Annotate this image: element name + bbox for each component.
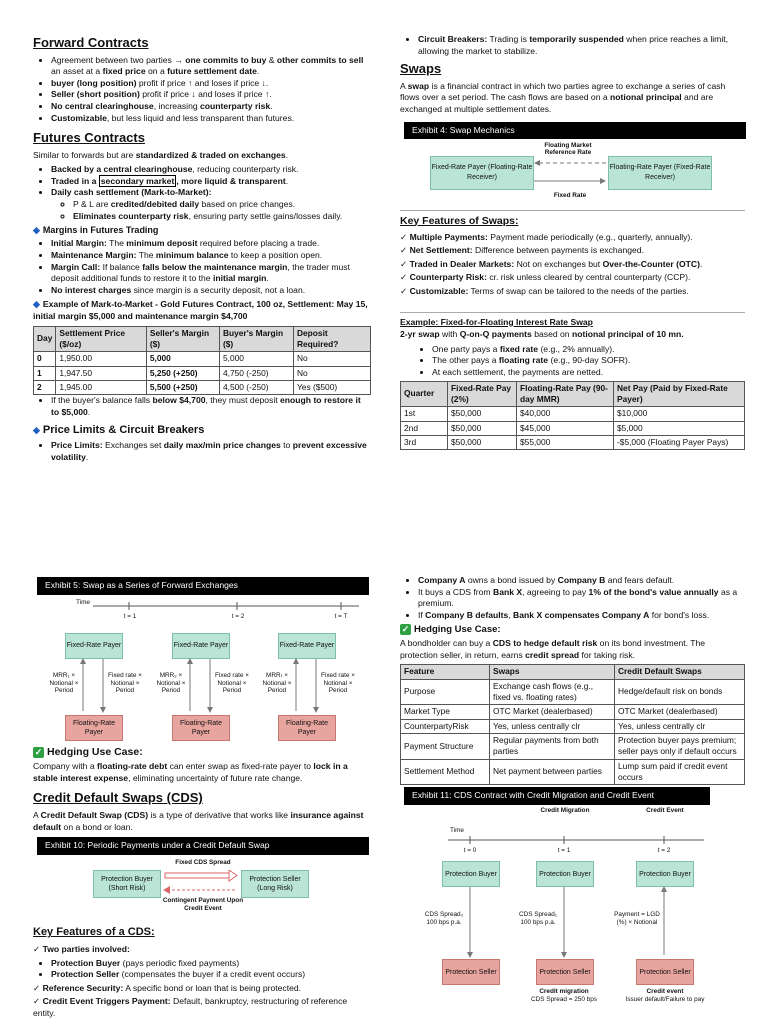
table-row: 1st $50,000 $40,000 $10,000	[401, 407, 745, 421]
table-row: 3rd $50,000 $55,000 -$5,000 (Floating Payer Pays)	[401, 436, 745, 450]
mtm-example-title: ◆ Example of Mark-to-Market - Gold Futures Contract, 100 oz, Settlement: May 15, initial margin $5,000 and maintenance margin $4,700	[33, 299, 368, 321]
hedge2-title: ✓ Hedging Use Case:	[401, 624, 501, 636]
table-header: Swaps	[490, 665, 615, 679]
swap-example-intro: 2-yr swap with Q-on-Q payments based on notional principal of 10 mn.	[400, 329, 684, 340]
exhibit5: Exhibit 5: Swap as a Series of Forward Exchanges Time t = 1 t = 2 t = T Fixed-Rate Payer Fixed-Rate Payer Fixed-Rate Payer MRR₁ × Notional × Period Fixed rate × Notional × Period MRR₂ × Notional × Period Fixed rate × Notional × Period MRRₜ × Notional × Period Fixed rate × Notional × Period Floating-Rate Payer Floating-Rate Payer Floating-Rate Payer	[33, 577, 371, 739]
margin-item: • Initial Margin: The minimum deposit required before placing a trade.	[51, 238, 371, 250]
futures-item: • Daily cash settlement (Mark-to-Market): ◦ P & L are credited/debited daily based on price changes. ◦ Eliminates counterparty risk, ensuring party settle gains/losses daily.	[51, 187, 371, 222]
exhibit5-timeline	[91, 601, 361, 613]
cds-intro: A Credit Default Swap (CDS) is a type of derivative that works like insurance against default on a bond or loan.	[33, 809, 364, 832]
forward-item: • No central clearinghouse, increasing counterparty risk.	[51, 101, 371, 113]
futures-item: • Backed by a central clearinghouse, reducing counterparty risk.	[51, 164, 371, 176]
futures-subitem: ◦ P & L are credited/debited daily based on price changes.	[73, 199, 371, 211]
cds-example-list: • Company A owns a bond issued by Company B and fears default. • It buys a CDS from Bank X, agreeing to pay 1% of the bond's value annually as a premium. • If Company B defaults, Bank X compensates Company A for bond's loss.	[400, 575, 745, 621]
table-header: Credit Default Swaps	[615, 665, 745, 679]
exhibit4: Exhibit 4: Swap Mechanics Floating Market Reference Rate Fixed-Rate Payer (Floating-Rate Receiver) Floating-Rate Payer (Fixed-Rate Receiver) Fixed Rate	[400, 122, 745, 206]
mtm-note: • If the buyer's balance falls below $4,700, they must deposit enough to restore it to $5,000.	[33, 395, 371, 418]
forward-list	[33, 55, 371, 125]
futures-item: • Traded in a secondary market , more liquid & transparent.	[51, 176, 371, 188]
hedge1-title: ✓ Hedging Use Case:	[34, 746, 143, 758]
table-row: Settlement Method Net payment between parties Lump sum paid if credit event occurs	[401, 759, 745, 785]
cds-right-section	[400, 575, 745, 1007]
table-header: Floating-Rate Pay (90-day MMR)	[517, 381, 614, 407]
futures-title: Futures Contracts	[33, 130, 145, 146]
forward-item: • Seller (short position) profit if price ↓ and loses if price ↑.	[51, 89, 371, 101]
futures-intro: Similar to forwards but are standardized & traded on exchanges.	[33, 149, 289, 160]
table-row: 0 1,950.00 5,000 5,000 No	[34, 352, 371, 366]
compare-table	[400, 664, 745, 785]
table-row: Purpose Exchange cash flows (e.g., fixed vs. floating rates) Hedge/default risk on bonds	[401, 679, 745, 705]
margins-list	[33, 238, 371, 296]
limit-item: • Circuit Breakers: Trading is temporarily suspended when price reaches a limit, allowing the market to stabilize.	[418, 34, 745, 57]
futures-list	[33, 164, 371, 222]
swap-example	[400, 312, 745, 451]
table-header: Quarter	[401, 381, 448, 407]
forward-section	[33, 34, 371, 465]
cds-features-title: Key Features of a CDS:	[33, 926, 155, 939]
cds-title: Credit Default Swaps (CDS)	[33, 790, 203, 806]
swap-example-title: Example: Fixed-for-Floating Interest Rate Swap	[400, 316, 593, 327]
diamond-icon: ◆	[33, 425, 40, 436]
table-row: Market Type OTC Market (dealerbased) OTC Market (dealerbased)	[401, 705, 745, 719]
swaps-intro: A swap is a financial contract in which two parties agree to exchange a series of cash flows over a set period. The cash flows are based on a notional principal and are exchanged at multiple settlement dates.	[400, 80, 726, 114]
margin-item: • No interest charges since margin is a security deposit, not a loan.	[51, 285, 371, 297]
table-row: 2nd $50,000 $45,000 $5,000	[401, 421, 745, 435]
margin-item: • Margin Call: If balance falls below the maintenance margin, the trader must deposit additional funds to restore it to the initial margin.	[51, 262, 371, 285]
swap-features-title: Key Features of Swaps:	[400, 214, 519, 227]
exhibit10: Exhibit 10: Periodic Payments under a Credit Default Swap Fixed CDS Spread Protection Buyer (Short Risk) Protection Seller (Long Risk) Contingent Payment Upon Credit Event	[33, 837, 371, 919]
exhibit10-arrows	[161, 870, 241, 896]
diamond-icon: ◆	[33, 225, 40, 236]
forward-title: Forward Contracts	[33, 35, 149, 50]
forward-item: • Customizable, but less liquid and less transparent than futures.	[51, 113, 371, 125]
fixed-rate-payer-box: Fixed-Rate Payer (Floating-Rate Receiver)	[430, 156, 534, 190]
table-row: Payment Structure Regular payments from both parties Protection buyer pays premium; seller pays only if default occurs	[401, 734, 745, 760]
hedge1-text: Company with a floating-rate debt can enter swap as fixed-rate payer to lock in a stable interest expense, eliminating uncertainty of future rate change.	[33, 761, 348, 783]
table-header: Feature	[401, 665, 490, 679]
swap-example-list: • One party pays a fixed rate (e.g., 2% annually). • The other pays a floating rate (e.g., 90-day SOFR). • At each settlement, the payments are netted.	[400, 344, 745, 379]
limits-title: ◆ Price Limits & Circuit Breakers	[33, 424, 205, 437]
feature-item: ✓ Net Settlement: Difference between payments is exchanged.	[400, 245, 644, 256]
table-row: 2 1,945.00 5,500 (+250) 4,500 (-250) Yes ($500)	[34, 380, 371, 394]
forward-item: • Agreement between two parties → one commits to buy & other commits to sell an asset at a fixed price on a future settlement date.	[51, 55, 371, 78]
futures-subitem: ◦ Eliminates counterparty risk, ensuring party settle gains/losses daily.	[73, 211, 371, 223]
table-header: Net Pay (Paid by Fixed-Rate Payer)	[614, 381, 745, 407]
check-box-icon: ✓	[34, 747, 43, 757]
table-header: Seller's Margin ($)	[146, 326, 219, 352]
hedge2-text: A bondholder can buy a CDS to hedge default risk on its bond investment. The protection seller, in return, earns credit spread for taking risk.	[400, 638, 706, 660]
feature-item: ✓ Traded in Dealer Markets: Not on exchanges but Over-the-Counter (OTC).	[400, 258, 703, 269]
limits-list-cont	[400, 34, 745, 57]
forward-item: • buyer (long position) profit if price ↑ and loses if price ↓.	[51, 78, 371, 90]
table-header: Deposit Required?	[293, 326, 370, 352]
table-header: Buyer's Margin ($)	[219, 326, 293, 352]
cds-left-section: Exhibit 5: Swap as a Series of Forward Exchanges Time t = 1 t = 2 t = T Fixed-Rate Payer Fixed-Rate Payer Fixed-Rate Payer MRR₁ × Notional × Period Fixed rate × Notional × Period MRR₂ × Notional × Period Fixed rate × Notional × Period MRRₜ × Notional × Period Fixed rate × Notional × Period Floating-Rate Payer Floating-Rate Payer Floating-Rate Payer ✓ Hedging Use Case: Company with a floating-rate debt can enter swap as fixed-rate payer to lock in a stable interest expense, eliminating uncertainty of future rate change. Credit Default Swaps (CDS) A Credit Default Swap (CDS) is a type of derivative that works like insurance against default on a bond or loan. Exhibit 10: Periodic Payments under a Credit Default Swap Fixed CDS Spread Protection Buyer (Short Risk) Protection Seller (Long Risk) Contingent Payment Upon Credit Event Key Features of a CDS: ✓ Two parties involved: • Protection Buyer (pays periodic fixed payments) • Protection Seller (compensates the buyer if a credit event occurs) ✓ Reference Security: A specific bond or loan that is being protected. ✓ Credit Event Triggers Payment: Default, bankruptcy, restructuring of reference entity.	[33, 577, 371, 1022]
table-header: Fixed-Rate Pay (2%)	[448, 381, 517, 407]
table-row: CounterpartyRisk Yes, unless centrally clr Yes, unless centrally clr	[401, 719, 745, 733]
swap-features	[400, 210, 745, 298]
margins-title: ◆ Margins in Futures Trading	[33, 225, 159, 236]
margin-item: • Maintenance Margin: The minimum balance to keep a position open.	[51, 250, 371, 262]
feature-item: ✓ Counterparty Risk: cr. risk unless cleared by central counterparty (CCP).	[400, 272, 691, 283]
limits-list	[33, 440, 371, 463]
swaps-title: Swaps	[400, 61, 442, 77]
swap-table	[400, 381, 745, 451]
exhibit4-arrows	[532, 158, 608, 186]
exhibit11: Exhibit 11: CDS Contract with Credit Migration and Credit Event Credit Migration Credit Event Time t = 0 t = 1 t = 2 Protection Buyer Protection Buyer Protection Buyer CDS Spread₀ 100 bps p.a. CDS Spread₁ 100 bps p.a. Payment = LGD (%) × Notional Protection Seller Protection Seller Protection Seller Credit migration CDS Spread = 250 bps Credit event Issuer default/Failure to pay	[400, 787, 745, 1007]
exhibit11-timeline	[446, 835, 706, 845]
cds-parties: • Protection Buyer (pays periodic fixed payments) • Protection Seller (compensates the buyer if a credit event occurs)	[33, 958, 371, 981]
diamond-icon: ◆	[33, 299, 40, 310]
table-header: Settlement Price ($/oz)	[56, 326, 146, 352]
feature-item: ✓ Multiple Payments: Payment made periodically (e.g., quarterly, annually).	[400, 231, 693, 242]
feature-item: ✓ Customizable: Terms of swap can be tailored to the needs of the parties.	[400, 286, 689, 297]
limit-item: • Price Limits: Exchanges set daily max/min price changes to prevent excessive volatility.	[51, 440, 371, 463]
swaps-section	[400, 34, 745, 450]
exhibit4-title: Exhibit 4: Swap Mechanics	[404, 122, 746, 140]
floating-rate-payer-box: Floating-Rate Payer (Fixed-Rate Receiver)	[608, 156, 712, 190]
table-header: Day	[34, 326, 56, 352]
mtm-table	[33, 326, 371, 396]
check-box-icon: ✓	[401, 624, 410, 635]
table-row: 1 1,947.50 5,250 (+250) 4,750 (-250) No	[34, 366, 371, 380]
